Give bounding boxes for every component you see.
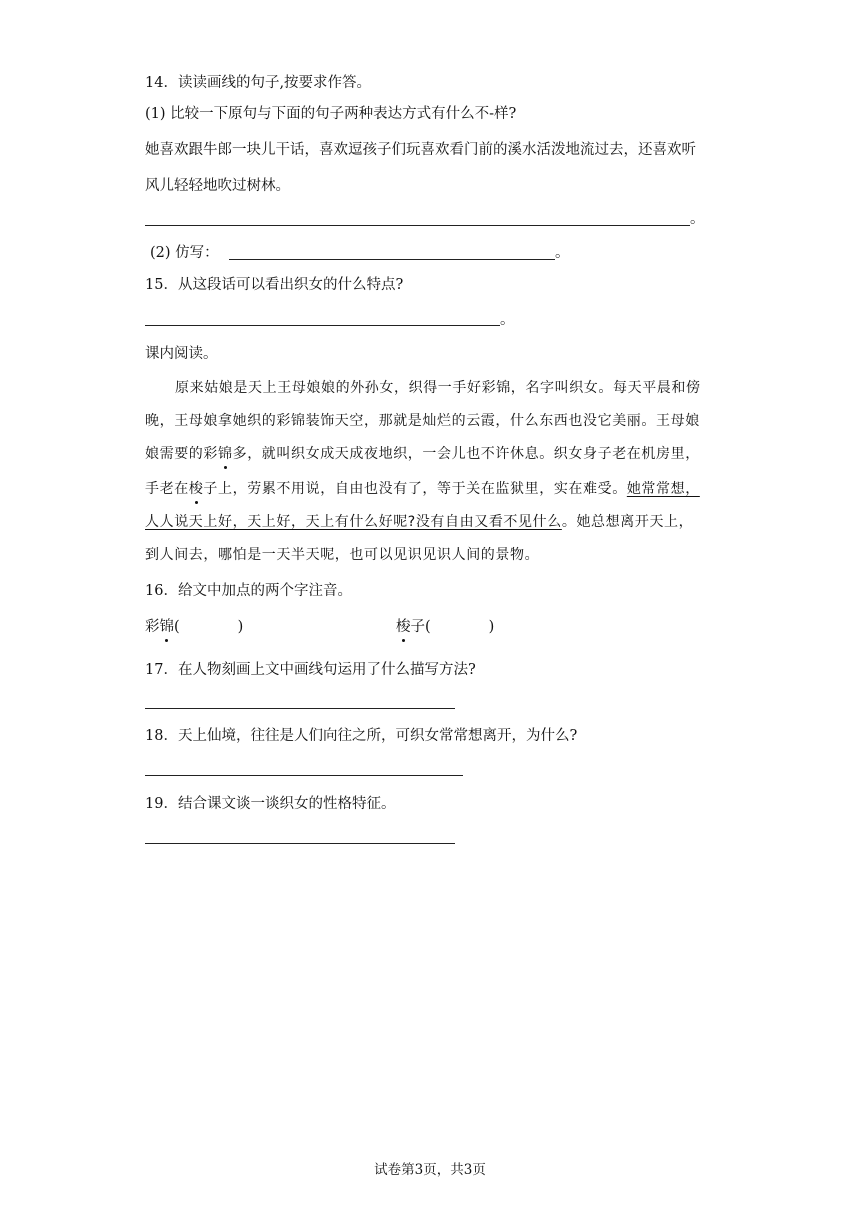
q14-title: 14．读读画线的句子,按要求作答。 (145, 75, 372, 91)
q15-answer-line[interactable] (145, 325, 500, 326)
q15-answer-period: 。 (500, 312, 515, 328)
q18-title: 18．天上仙境，往往是人们向往之所，可织女常常想离开，为什么? (145, 728, 578, 744)
passage-line-4-pre: 手老在 (145, 481, 189, 497)
underlined-sentence-end: 人人说天上好，天上好，天上有什么好呢?没有自由又看不见什么 (145, 514, 562, 530)
q16-word2-open: ( (425, 619, 431, 635)
q16-word1-pre: 彩 (145, 619, 160, 635)
q15-title: 15．从这段话可以看出织女的什么特点? (145, 277, 404, 293)
q16-word1-close: ) (237, 619, 244, 635)
q16-word1-open: ( (174, 619, 180, 635)
q16-word2-post: 子 (410, 619, 425, 635)
q16-word1-dotted: 锦 (159, 619, 174, 635)
q16-title: 16．给文中加点的两个字注音。 (145, 583, 352, 599)
q17-answer-line[interactable] (145, 708, 455, 709)
q14-sub1: (1) 比较一下原句与下面的句子两种表达方式有什么不-样? (145, 106, 517, 122)
q16-word2-dotted: 梭 (396, 619, 411, 635)
passage-line-2: 晚，王母娘拿她织的彩锦装饰天空，那就是灿烂的云霞，什么东西也没它美丽。王母娘 (145, 413, 700, 429)
q14-sentence-line2: 风儿轻轻地吹过树林。 (145, 178, 290, 194)
q16-word2-close: ) (488, 619, 495, 635)
passage-line-4 (145, 479, 723, 499)
passage-line-4-mid: 子上，劳累不用说，自由也没有了，等于关在监狱里，实在难受。 (203, 481, 627, 497)
underlined-sentence-start: 她常常想， (626, 481, 700, 497)
reading-heading: 课内阅读。 (145, 346, 218, 362)
q14-answer2-line[interactable] (229, 259, 555, 260)
q16-word1 (145, 617, 243, 637)
passage-line-5-post: 。她总想离开天上， (561, 514, 694, 530)
q18-answer-line[interactable] (145, 775, 463, 776)
passage-line-6: 到人间去，哪怕是一天半天呢，也可以见识见识人间的景物。 (145, 547, 540, 563)
q19-answer-line[interactable] (145, 843, 455, 844)
passage-line-3-post: 多，就叫织女成天成夜地织，一会儿也不许休息。织女身子老在机房里， (232, 446, 700, 462)
q17-title: 17．在人物刻画上文中画线句运用了什么描写方法? (145, 662, 476, 678)
q19-title: 19．结合课文谈一谈织女的性格特征。 (145, 796, 396, 812)
q14-sub2-label: (2) 仿写： (150, 245, 219, 261)
q14-answer1-period: 。 (690, 211, 705, 227)
passage-line-3-pre: 娘需要的彩 (145, 446, 218, 462)
passage-line-3 (145, 444, 723, 464)
q16-word2 (396, 617, 494, 637)
q14-answer2-period: 。 (555, 245, 570, 261)
passage-line-5 (145, 512, 723, 532)
dotted-char-jin: 锦 (218, 446, 233, 462)
passage-line-1: 原来姑娘是天上王母娘娘的外孙女，织得一手好彩锦，名字叫织女。每天平晨和傍 (175, 380, 701, 396)
q14-answer1-line[interactable] (145, 225, 690, 226)
q14-sentence-line1: 她喜欢跟牛郎一块儿干话，喜欢逗孩子们玩喜欢看门前的溪水活泼地流过去，还喜欢听 (145, 142, 696, 158)
dotted-char-suo: 梭 (188, 481, 204, 497)
page-footer: 试卷第3页，共3页 (374, 1162, 486, 1178)
